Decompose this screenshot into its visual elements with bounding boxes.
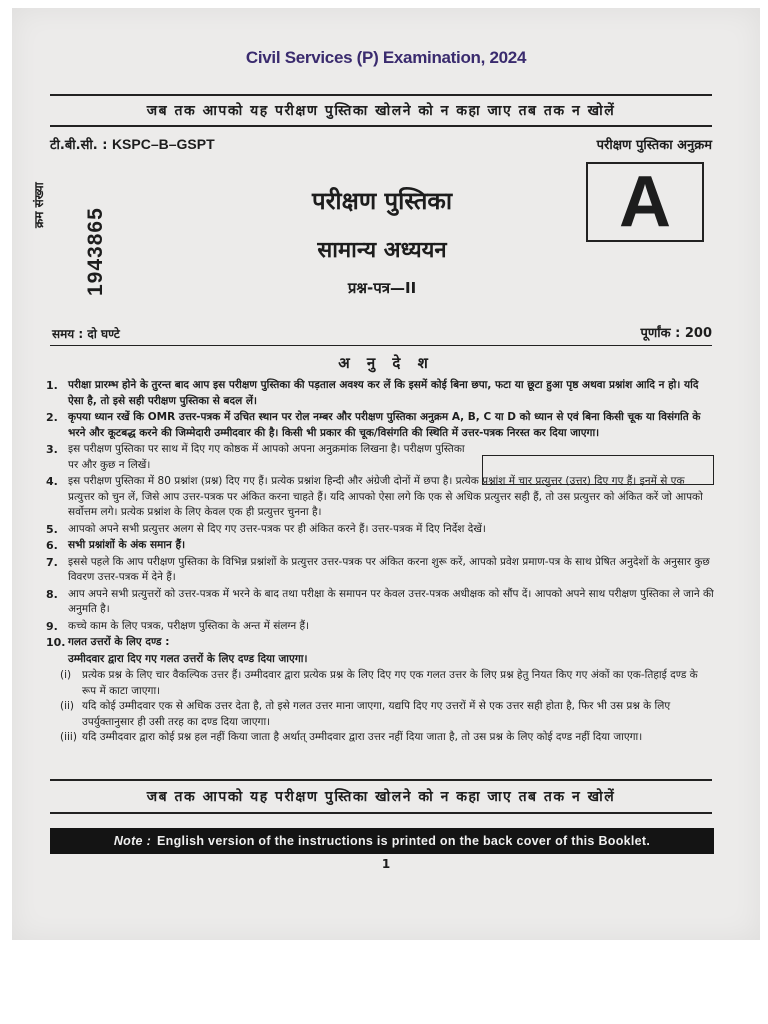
booklet-page <box>12 8 760 940</box>
instruction-item: 4. इस परीक्षण पुस्तिका में 80 प्रश्नांश (प्रश्न) दिए गए हैं। प्रत्येक प्रश्नांश हिन्दी और अंग्रेजी दोनों में छपा है। प्रत्येक प्रश्नांश में चार प्रत्युत्तर (उत्तर) दिए गए हैं। इनमें से एक प्रत्युत्तर को चुन लें, जिसे आप उत्तर-पत्रक पर अंकित करना चाहते हैं। यदि आपको ऐसा लगे कि एक से अधिक प्रत्युत्तर सही हैं, तो उस प्रत्युत्तर को अंकित करें जो आपको सर्वोत्तम लगे। प्रत्येक प्रश्नांश के लिए केवल एक ही प्रत्युत्तर चुनना है। <box>46 475 703 518</box>
exam-title: Civil Services (P) Examination, 2024 <box>245 48 527 67</box>
tbc-field <box>50 135 215 153</box>
instruction-item: 3. इस परीक्षण पुस्तिका पर साथ में दिए गए कोष्ठक में आपको अपना अनुक्रमांक लिखना है। परीक्षण पुस्तिका पर और कुछ न लिखें। <box>46 443 465 471</box>
instruction-item: 5. आपको अपने सभी प्रत्युत्तर अलग से दिए गए उत्तर-पत्रक पर ही अंकित करने हैं। उत्तर-पत्रक में दिए निर्देश देखें। <box>46 522 486 536</box>
bottom-warning-banner: जब तक आपको यह परीक्षण पुस्तिका खोलने को न कहा जाए तब तक न खोलें <box>146 789 616 805</box>
divider <box>50 345 712 346</box>
instruction-item: 2. कृपया ध्यान रखें कि OMR उत्तर-पत्रक में उचित स्थान पर रोल नम्बर और परीक्षण पुस्तिका अनुक्रम A, B, C या D को ध्यान से एवं बिना किसी चूक या विसंगति के भरने और कूटबद्ध करने की जिम्मेदारी उम्मीदवार की है। किसी भी प्रकार की चूक/विसंगति की स्थिति में उत्तर-पत्रक निरस्त कर दिया जाएगा। <box>46 411 701 439</box>
serial-label: क्रम संख्या <box>32 182 46 228</box>
instructions-heading: अ नु दे श <box>338 354 434 372</box>
instruction-item: 9. कच्चे काम के लिए पत्रक, परीक्षण पुस्तिका के अन्त में संलग्न हैं। <box>46 619 310 633</box>
subject-title: सामान्य अध्ययन <box>317 238 447 263</box>
penalty-item: (iii) यदि उम्मीदवार द्वारा कोई प्रश्न हल नहीं किया जाता है अर्थात् उम्मीदवार द्वारा उत्तर नहीं दिया जाता है, तो उस प्रश्न के लिए कोई दण्ड नहीं दिया जाएगा। <box>60 731 643 743</box>
instruction-item: 10. गलत उत्तरों के लिए दण्ड : <box>46 636 170 649</box>
booklet-title: परीक्षण पुस्तिका <box>311 187 453 215</box>
instruction-item: 7. इससे पहले कि आप परीक्षण पुस्तिका के विभिन्न प्रश्नांशों के प्रत्युत्तर उत्तर-पत्रक पर अंकित करना शुरू करें, आपको प्रवेश प्रमाण-पत्र के साथ प्रेषित अनुदेशों के अनुसार कुछ विवरण उत्तर-पत्रक में देने हैं। <box>46 555 710 583</box>
instruction-item: 1. परीक्षा प्रारम्भ होने के तुरन्त बाद आप इस परीक्षण पुस्तिका की पड़ताल अवश्य कर लें कि इसमें कोई बिना छपा, फटा या छूटा हुआ पृष्ठ अथवा प्रश्नांश आदि न हो। यदि ऐसा है, तो इसे सही परीक्षण पुस्तिका से बदल लें। <box>46 379 699 407</box>
penalty-intro: उम्मीदवार द्वारा दिए गए गलत उत्तरों के लिए दण्ड दिया जाएगा। <box>68 652 308 665</box>
tbc-label: टी.बी.सी. : <box>50 138 108 153</box>
top-warning-banner: जब तक आपको यह परीक्षण पुस्तिका खोलने को न कहा जाए तब तक न खोलें <box>146 103 616 119</box>
divider <box>50 125 712 127</box>
penalty-item: (i) प्रत्येक प्रश्न के लिए चार वैकल्पिक उत्तर हैं। उम्मीदवार द्वारा प्रत्येक प्रश्न के लिए दिए गए एक गलत उत्तर के लिए प्रश्न हेतु नियत किए गए अंकों का एक-तिहाई दण्ड के रूप में काटा जाएगा। <box>60 669 698 697</box>
note-text: English version of the instructions is printed on the back cover of this Booklet. <box>157 834 651 848</box>
tbc-code: KSPC–B–GSPT <box>111 136 215 152</box>
divider <box>50 779 712 781</box>
maximum-marks: पूर्णांक : 200 <box>640 326 712 341</box>
series-letter: A <box>619 162 671 242</box>
serial-number: 1943865 <box>84 207 107 296</box>
page-number: 1 <box>381 857 391 871</box>
instruction-item: 8. आप अपने सभी प्रत्युत्तरों को उत्तर-पत्रक में भरने के बाद तथा परीक्षा के समापन पर केवल उत्तर-पत्रक अधीक्षक को सौंप दें। आपको अपने साथ परीक्षण पुस्तिका ले जाने की अनुमति है। <box>46 587 714 615</box>
time-allowed: समय : दो घण्टे <box>52 327 120 341</box>
penalty-item: (ii) यदि कोई उम्मीदवार एक से अधिक उत्तर देता है, तो इसे गलत उत्तर माना जाएगा, यद्यपि दिए गए उत्तरों में से एक उत्तर सही होता है, फिर भी उस प्रश्न के लिए उपर्युक्तानुसार ही उसी तरह का दण्ड दिया जाएगा। <box>60 700 671 728</box>
note-label: Note : <box>113 834 152 848</box>
paper-title: प्रश्न-पत्र—II <box>347 279 417 297</box>
instruction-item: 6. सभी प्रश्नांशों के अंक समान हैं। <box>46 539 186 552</box>
english-note-bar <box>50 828 714 854</box>
instructions-list <box>46 378 714 746</box>
divider <box>50 94 712 96</box>
series-letter-box <box>586 162 704 242</box>
divider <box>50 812 712 814</box>
series-label: परीक्षण पुस्तिका अनुक्रम <box>596 138 712 153</box>
